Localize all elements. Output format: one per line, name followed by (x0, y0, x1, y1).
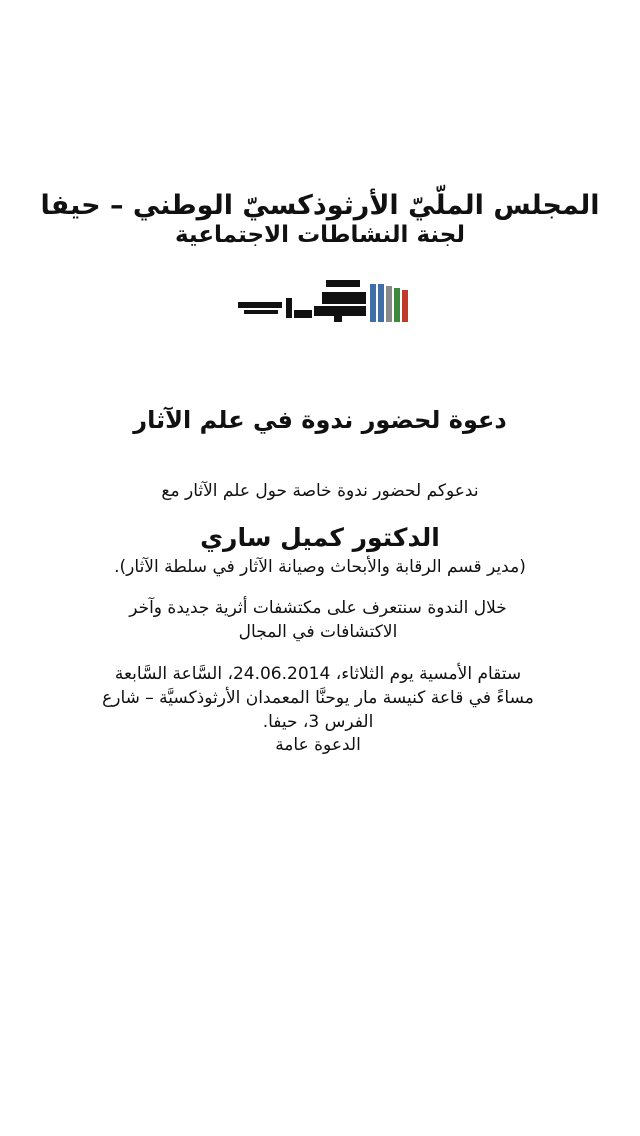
invitation-title: دعوة لحضور ندوة في علم الآثار (133, 406, 507, 434)
book-icon (370, 284, 376, 322)
book-icon (394, 288, 400, 322)
book-icon (386, 286, 392, 322)
books-logo-icon (230, 276, 416, 324)
speaker-name: الدكتور كميل ساري (200, 523, 440, 552)
organization-name: المجلس الملّيّ الأرثوذكسيّ الوطني – حيفا (40, 190, 600, 221)
invitation-intro: ندعوكم لحضور ندوة خاصة حول علم الآثار مع (161, 481, 479, 501)
cultural-club-logo (230, 276, 416, 324)
book-icon (402, 290, 408, 322)
public-invitation-note: الدعوة عامة (275, 735, 361, 755)
event-description: خلال الندوة سنتعرف على مكتشفات أثرية جديدة وآخر الاكتشافات في المجال (129, 598, 507, 642)
speaker-role: (مدير قسم الرقابة والأبحاث وصيانة الآثار في سلطة الآثار). (114, 557, 526, 577)
book-icon (378, 284, 384, 322)
event-details: ستقام الأمسية يوم الثلاثاء، 24.06.2014، السَّاعة السَّابعة مساءً في قاعة كنيسة مار يوحنَّا المعمدان الأرثوذكسيَّة – شارع الفرس 3، حيفا. (102, 664, 534, 732)
committee-name: لجنة النشاطات الاجتماعية (174, 222, 465, 248)
